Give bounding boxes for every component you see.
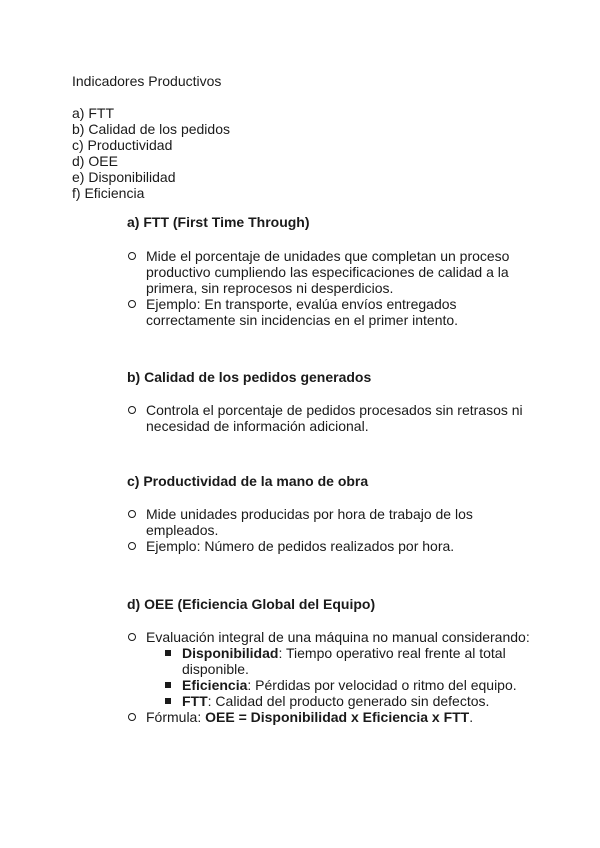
term-description: : Tiempo operativo real frente al total disponible.: [182, 645, 506, 677]
oee-intro: Evaluación integral de una máquina no manual considerando:: [146, 629, 530, 645]
index-item: d) OEE: [72, 153, 118, 169]
index-item: f) Eficiencia: [72, 185, 145, 201]
term-description: : Calidad del producto generado sin defectos.: [207, 693, 490, 709]
bullet-item: Controla el porcentaje de pedidos procesados sin retrasos ni necesidad de información adicional.: [127, 402, 537, 434]
bullet-list: [127, 402, 537, 434]
sub-bullet-item: [163, 645, 537, 677]
formula-label: Fórmula:: [146, 709, 206, 725]
section-heading: b) Calidad de los pedidos generados: [127, 369, 372, 385]
bullet-item: Mide unidades producidas por hora de trabajo de los empleados.: [127, 506, 537, 538]
section-heading: a) FTT (First Time Through): [127, 214, 310, 230]
term: Disponibilidad: [182, 645, 279, 661]
term: FTT: [182, 693, 208, 709]
bullet-item: Mide el porcentaje de unidades que completan un proceso productivo cumpliendo las especificaciones de calidad a la primera, sin reprocesos ni desperdicios.: [127, 248, 537, 296]
sub-bullet-item: [163, 677, 537, 693]
bullet-list: [127, 629, 537, 725]
term: Eficiencia: [182, 677, 248, 693]
bullet-list: [127, 506, 537, 554]
term-description: : Pérdidas por velocidad o ritmo del equipo.: [247, 677, 517, 693]
section-heading: c) Productividad de la mano de obra: [127, 473, 369, 489]
bullet-item: Ejemplo: En transporte, evalúa envíos entregados correctamente sin incidencias en el primer intento.: [127, 296, 537, 328]
section-heading: d) OEE (Eficiencia Global del Equipo): [127, 596, 376, 612]
section-order-quality: [127, 369, 537, 434]
index-item: b) Calidad de los pedidos: [72, 121, 230, 137]
bullet-item: [127, 709, 537, 725]
section-labor-productivity: [127, 473, 537, 554]
bullet-list: [127, 248, 537, 328]
section-oee: [127, 596, 537, 725]
bullet-item: Ejemplo: Número de pedidos realizados por hora.: [127, 538, 537, 554]
index-item: c) Productividad: [72, 137, 173, 153]
indicator-index-list: [72, 105, 230, 201]
sub-bullet-list: [163, 645, 537, 709]
document-title: Indicadores Productivos: [72, 73, 222, 89]
formula: OEE = Disponibilidad x Eficiencia x FTT: [205, 709, 470, 725]
bullet-item: [127, 629, 537, 709]
formula-end: .: [469, 709, 474, 725]
index-item: e) Disponibilidad: [72, 169, 176, 185]
sub-bullet-item: [163, 693, 537, 709]
section-ftt: [127, 214, 537, 328]
index-item: a) FTT: [72, 105, 114, 121]
